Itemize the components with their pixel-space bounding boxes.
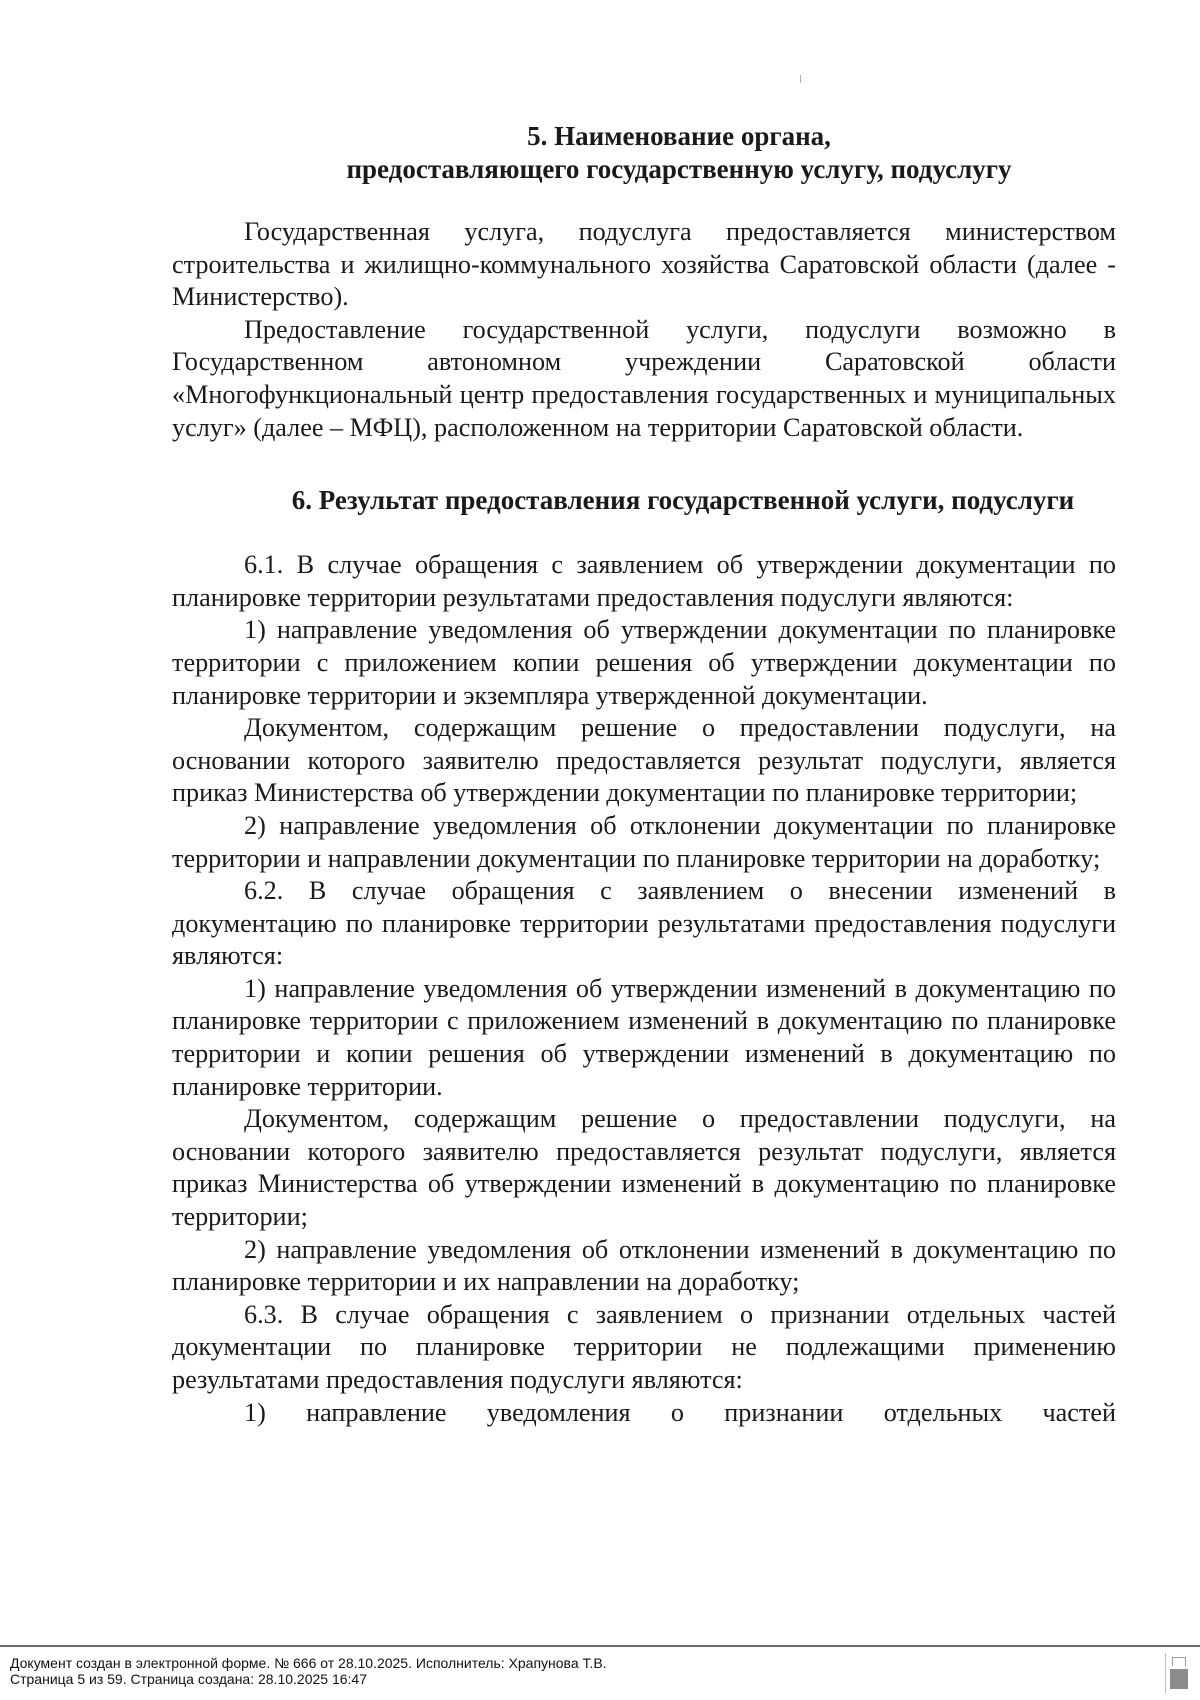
coat-of-arms-icon [1165,1653,1192,1693]
scan-mark [800,75,801,83]
document-body [172,120,1116,1429]
section-6-paragraph: Документом, содержащим решение о предоставлении подуслуги, на основании которого заявителю предоставляется результат подуслуги, является приказ Министерства об утверждении изменений в документацию по планировке территории; [172,1104,1116,1232]
document-footer [0,1645,1200,1700]
section-5-heading-line-2: предоставляющего государственную услугу, подуслугу [346,154,1012,184]
section-6-paragraph: 1) направление уведомления о признании отдельных частей [244,1397,1116,1427]
section-6-paragraph: 1) направление уведомления об утверждении документации по планировке территории с приложением копии решения об утверждении документации по планировке территории и экземпляра утвержденной документации. [172,615,1116,710]
section-6-paragraph: Документом, содержащим решение о предоставлении подуслуги, на основании которого заявителю предоставляется результат подуслуги, является приказ Министерства об утверждении документации по планировке территории; [172,713,1116,808]
section-6-heading: 6. Результат предоставления государственной услуги, подуслуги [291,485,1075,516]
section-6-paragraph: 2) направление уведомления об отклонении документации по планировке территории и направлении документации по планировке территории на доработку; [172,810,1116,873]
section-5-paragraph: Предоставление государственной услуги, подуслуги возможно в Государственном автономном учреждении Саратовской области «Многофункциональный центр предоставления государственных и муниципальных услуг» (далее – МФЦ), расположенном на территории Саратовской области. [172,314,1116,442]
footer-text [10,1655,607,1687]
footer-line-page-info: Страница 5 из 59. Страница создана: 28.10.2025 16:47 [10,1671,367,1687]
section-6-paragraph: 6.2. В случае обращения с заявлением о внесении изменений в документацию по планировке территории результатами предоставления подуслуги являются: [172,876,1116,971]
section-6-paragraph: 2) направление уведомления об отклонении изменений в документацию по планировке территории и их направлении на доработку; [172,1234,1116,1297]
section-5-heading-line-1: 5. Наименование органа, [527,121,831,151]
section-6-paragraph: 6.3. В случае обращения с заявлением о признании отдельных частей документации по планировке территории не подлежащими применению результатами предоставления подуслуги являются: [172,1299,1116,1394]
section-5-heading [172,120,1116,186]
footer-line-document-info: Документ создан в электронной форме. № 666 от 28.10.2025. Исполнитель: Храпунова Т.В. [10,1655,607,1671]
section-6-paragraph: 1) направление уведомления об утверждении изменений в документацию по планировке территории с приложением изменений в документацию по планировке территории и копии решения об утверждении изменений в документацию по планировке территории. [172,973,1116,1101]
section-5-paragraph: Государственная услуга, подуслуга предоставляется министерством строительства и жилищно-коммунального хозяйства Саратовской области (далее - Министерство). [172,217,1116,312]
section-6-paragraph: 6.1. В случае обращения с заявлением об утверждении документации по планировке территории результатами предоставления подуслуги являются: [172,550,1116,612]
